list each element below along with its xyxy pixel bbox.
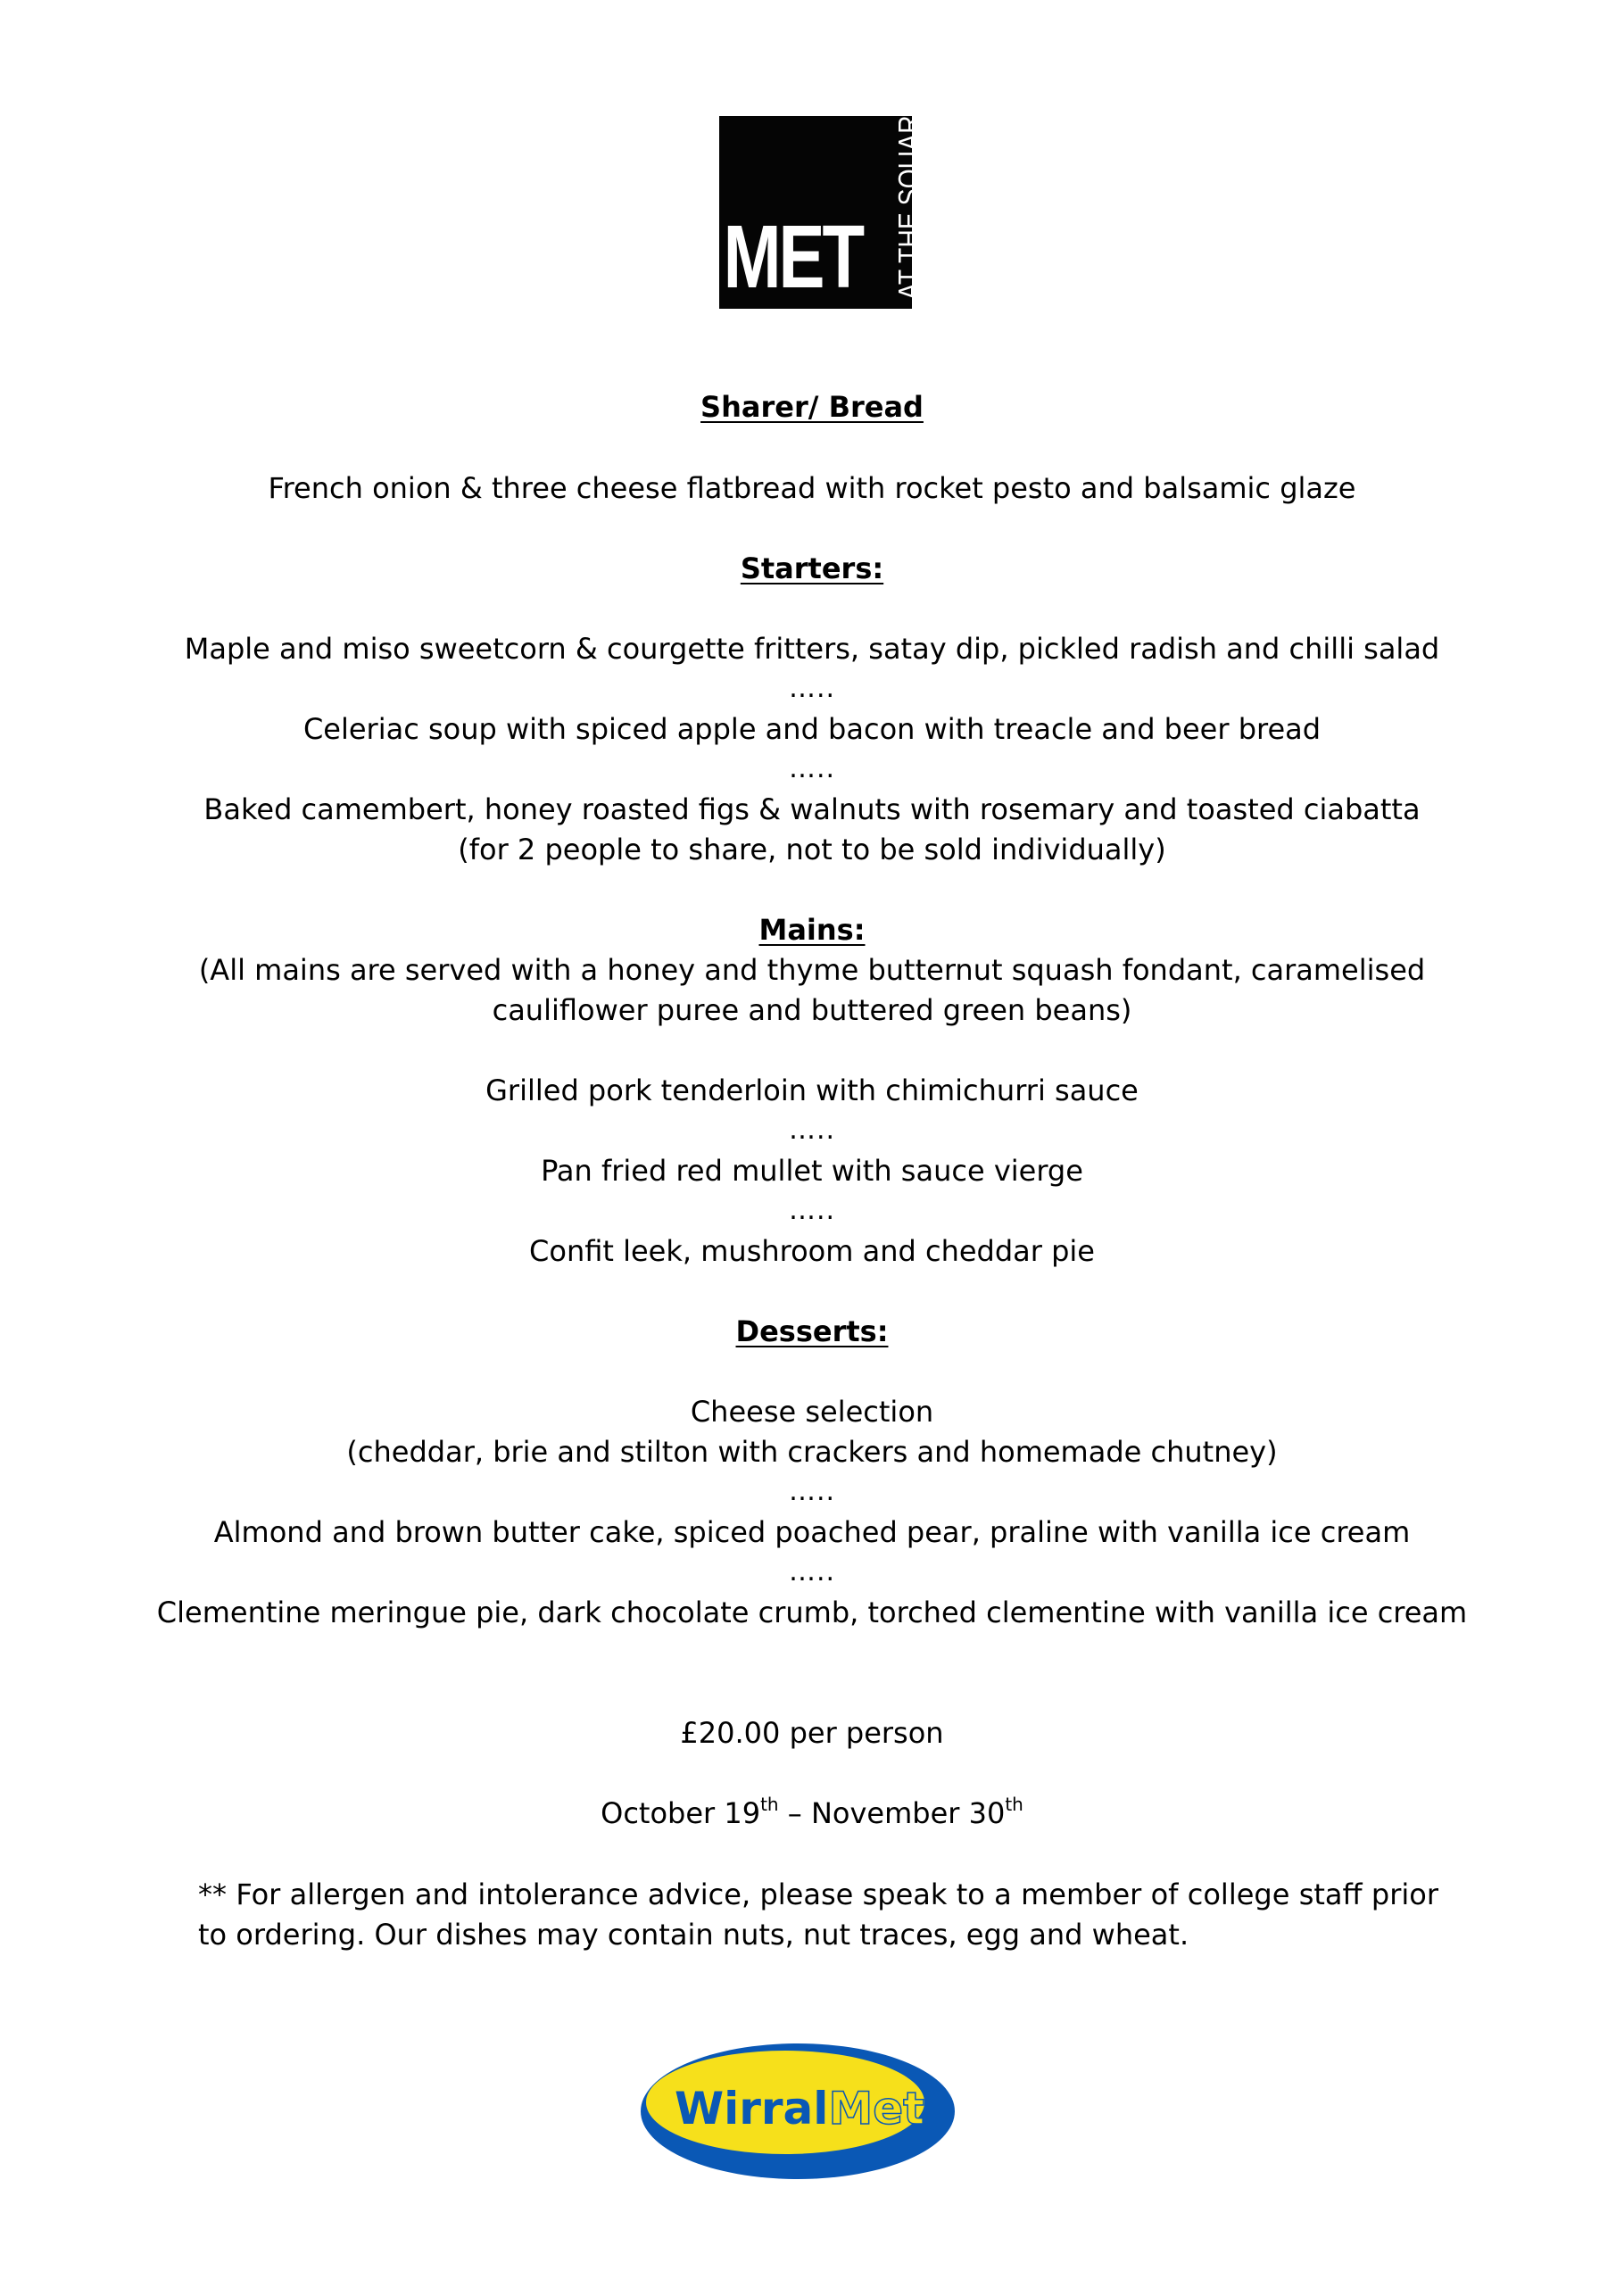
sharer-item: French onion & three cheese flatbread with rocket pesto and balsamic glaze	[268, 471, 1356, 505]
date-end: November 30	[810, 1796, 1006, 1830]
starter-item-1: Maple and miso sweetcorn & courgette fritters, satay dip, pickled radish and chilli salad	[184, 632, 1440, 666]
dessert-separator-1: …..	[788, 1476, 836, 1507]
date-start: October 19	[601, 1796, 761, 1830]
sharer-heading: Sharer/ Bread	[700, 390, 924, 424]
dessert-item-1: Cheese selection	[690, 1395, 934, 1429]
desserts-heading: Desserts:	[735, 1314, 889, 1348]
main-separator-2: …..	[788, 1195, 836, 1226]
price: £20.00 per person	[680, 1716, 944, 1750]
wirralmet-logo-text	[675, 2083, 924, 2134]
met-at-the-square-logo	[719, 98, 925, 309]
starter-item-3: Baked camembert, honey roasted figs & walnuts with rosemary and toasted ciabatta	[203, 792, 1421, 826]
wirralmet-logo	[637, 2040, 958, 2183]
date-end-suffix: th	[1005, 1794, 1023, 1815]
dessert-separator-2: …..	[788, 1556, 836, 1587]
date-range	[0, 1795, 1624, 1831]
main-item-3: Confit leek, mushroom and cheddar pie	[529, 1234, 1095, 1268]
wirralmet-logo-text-part2: Met	[828, 2083, 925, 2134]
starter-separator-2: …..	[788, 753, 836, 784]
mains-heading: Mains:	[758, 913, 866, 947]
dessert-item-2: Almond and brown butter cake, spiced poached pear, praline with vanilla ice cream	[213, 1515, 1411, 1549]
logo-side-text: AT THE SQUARE	[892, 98, 925, 301]
main-separator-1: …..	[788, 1115, 836, 1146]
starter-item-2: Celeriac soup with spiced apple and bacon with treacle and beer bread	[302, 712, 1322, 746]
dessert-item-1-note: (cheddar, brie and stilton with crackers and homemade chutney)	[346, 1435, 1278, 1469]
main-item-2: Pan fried red mullet with sauce vierge	[541, 1154, 1083, 1188]
main-item-1: Grilled pork tenderloin with chimichurri sauce	[485, 1073, 1139, 1107]
dessert-item-3: Clementine meringue pie, dark chocolate crumb, torched clementine with vanilla ice cream	[156, 1596, 1468, 1629]
wirralmet-logo-text-part1: Wirral	[674, 2083, 829, 2134]
starter-item-3-note: (for 2 people to share, not to be sold individually)	[458, 833, 1166, 866]
mains-note-line-1: (All mains are served with a honey and thyme butternut squash fondant, caramelised	[198, 953, 1426, 987]
logo-met-text: MET	[723, 207, 862, 307]
allergen-notice: ** For allergen and intolerance advice, please speak to a member of college staff prior to ordering. Our dishes may contain nuts, nut traces, egg and wheat.	[198, 1877, 1438, 1952]
date-dash: –	[778, 1796, 811, 1830]
starter-separator-1: …..	[788, 673, 836, 704]
starters-heading: Starters:	[740, 551, 884, 585]
mains-note-line-2: cauliflower puree and buttered green beans)	[492, 993, 1132, 1027]
date-start-suffix: th	[760, 1794, 779, 1815]
